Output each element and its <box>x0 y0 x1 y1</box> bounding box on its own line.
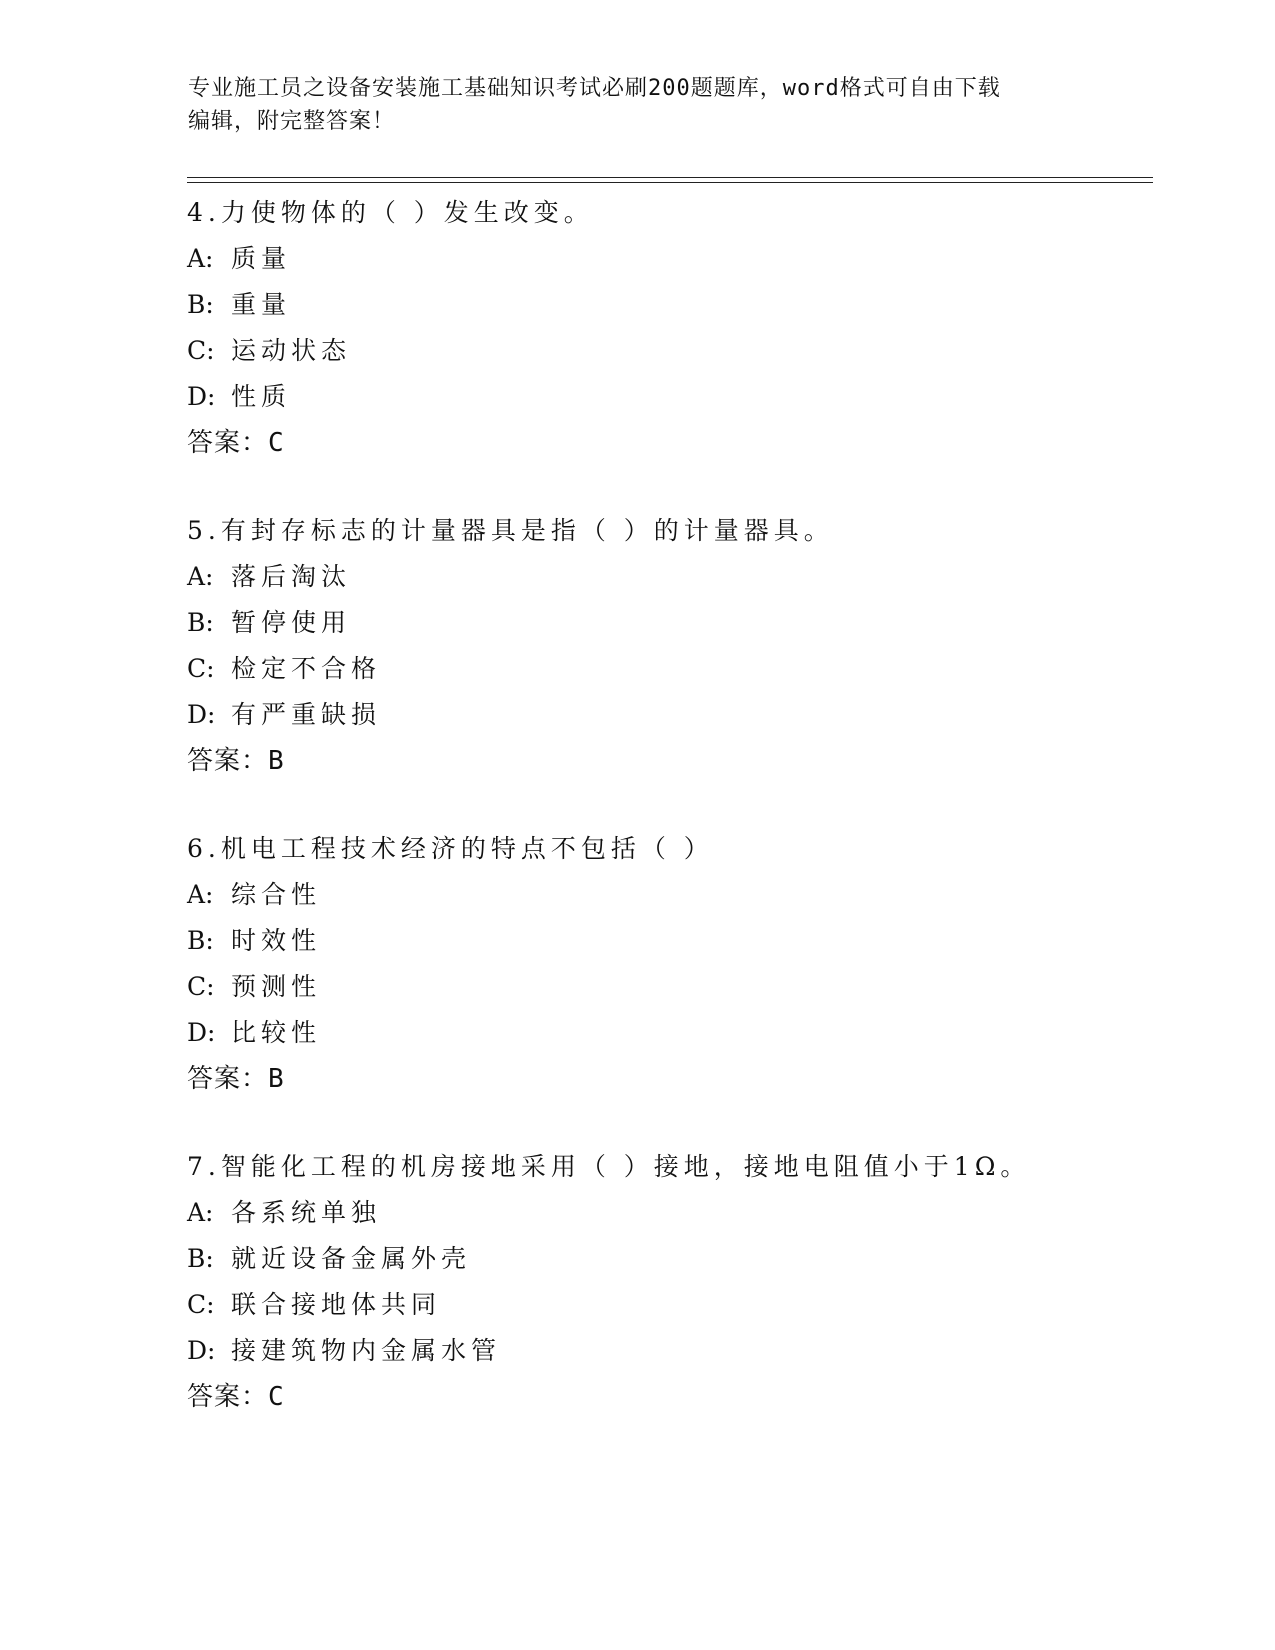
option-text: 预测性 <box>231 972 322 1001</box>
option-key: C: <box>187 336 215 365</box>
option-text: 质量 <box>231 244 292 273</box>
answer-line <box>187 1374 1147 1420</box>
option-c <box>187 964 1147 1010</box>
option-text: 各系统单独 <box>231 1198 382 1227</box>
option-key: D: <box>187 700 216 729</box>
option-key: C: <box>187 972 215 1001</box>
option-key: C: <box>187 654 215 683</box>
option-key: B: <box>187 926 214 955</box>
answer-value: B <box>268 1064 285 1094</box>
option-key: B: <box>187 608 214 637</box>
option-c <box>187 1282 1147 1328</box>
answer-line <box>187 738 1147 784</box>
answer-label: 答案： <box>187 746 269 776</box>
option-text: 时效性 <box>231 926 322 955</box>
option-text: 比较性 <box>231 1018 322 1047</box>
question-stem: 5.有封存标志的计量器具是指（ ）的计量器具。 <box>187 516 834 545</box>
question-stem: 4.力使物体的（ ）发生改变。 <box>187 198 594 227</box>
option-key: A: <box>187 880 214 909</box>
option-d <box>187 692 1147 738</box>
option-text: 有严重缺损 <box>231 700 382 729</box>
option-c <box>187 646 1147 692</box>
option-text: 落后淘汰 <box>231 562 352 591</box>
option-text: 接建筑物内金属水管 <box>231 1336 502 1365</box>
answer-value: C <box>268 1382 285 1412</box>
answer-label: 答案： <box>187 1382 269 1412</box>
option-c <box>187 328 1147 374</box>
option-b <box>187 918 1147 964</box>
option-a <box>187 872 1147 918</box>
option-d <box>187 1010 1147 1056</box>
option-key: A: <box>187 244 214 273</box>
option-b <box>187 1236 1147 1282</box>
header-divider-top <box>187 177 1153 178</box>
option-a <box>187 236 1147 282</box>
option-b <box>187 600 1147 646</box>
answer-value: B <box>268 746 285 776</box>
answer-label: 答案： <box>187 1064 269 1094</box>
option-text: 性质 <box>231 382 292 411</box>
option-text: 运动状态 <box>231 336 352 365</box>
option-text: 联合接地体共同 <box>231 1290 442 1319</box>
option-key: A: <box>187 562 214 591</box>
question-5 <box>187 508 1147 784</box>
answer-label: 答案： <box>187 428 269 458</box>
option-a <box>187 554 1147 600</box>
option-key: C: <box>187 1290 215 1319</box>
option-key: D: <box>187 382 216 411</box>
option-text: 就近设备金属外壳 <box>231 1244 472 1273</box>
document-header <box>188 72 1068 138</box>
question-7 <box>187 1144 1147 1420</box>
option-d <box>187 1328 1147 1374</box>
header-line-2: 编辑，附完整答案！ <box>188 109 396 134</box>
option-text: 暂停使用 <box>231 608 352 637</box>
option-key: A: <box>187 1198 214 1227</box>
header-divider-bottom <box>187 182 1153 183</box>
option-key: B: <box>187 1244 214 1273</box>
option-d <box>187 374 1147 420</box>
question-stem: 7.智能化工程的机房接地采用（ ）接地，接地电阻值小于1Ω。 <box>187 1152 1031 1181</box>
option-a <box>187 1190 1147 1236</box>
option-key: B: <box>187 290 214 319</box>
question-4 <box>187 190 1147 466</box>
answer-line <box>187 420 1147 466</box>
answer-value: C <box>268 428 285 458</box>
answer-line <box>187 1056 1147 1102</box>
option-key: D: <box>187 1018 216 1047</box>
option-key: D: <box>187 1336 216 1365</box>
option-text: 综合性 <box>231 880 322 909</box>
option-text: 重量 <box>231 290 292 319</box>
question-6 <box>187 826 1147 1102</box>
header-line-1: 专业施工员之设备安装施工基础知识考试必刷200题题库，word格式可自由下载 <box>188 76 1001 101</box>
question-stem: 6.机电工程技术经济的特点不包括（ ） <box>187 834 714 863</box>
option-text: 检定不合格 <box>231 654 382 683</box>
option-b <box>187 282 1147 328</box>
